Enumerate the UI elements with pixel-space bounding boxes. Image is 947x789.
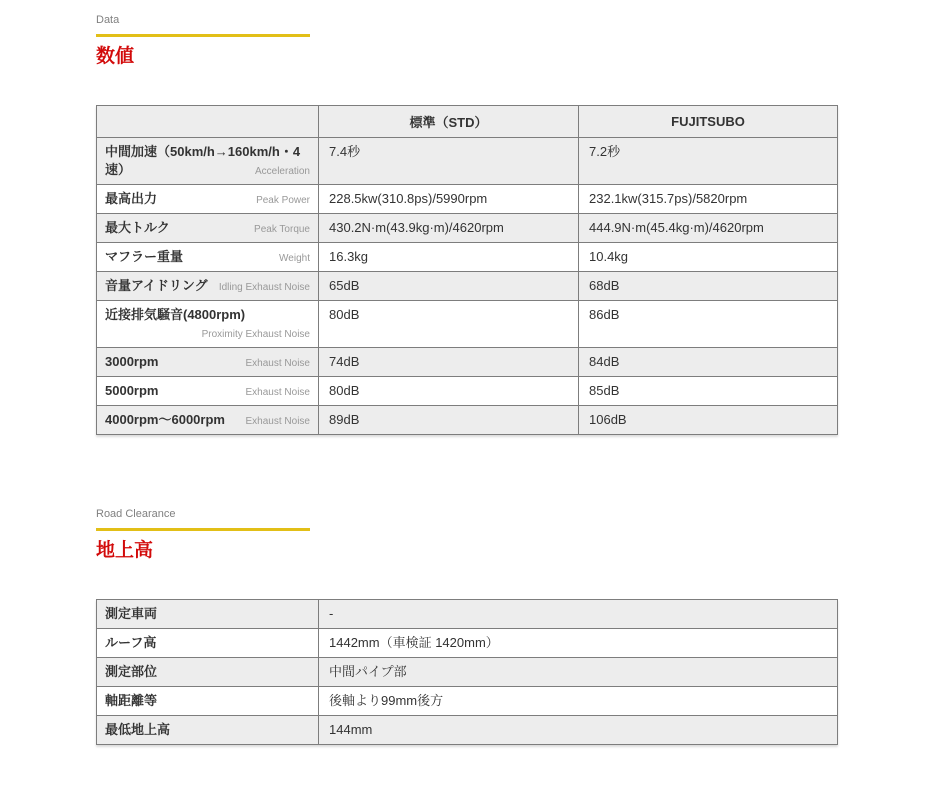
clearance-value-cell: 中間パイプ部	[319, 658, 838, 687]
spec-value-std: 65dB	[319, 272, 579, 301]
spec-label-cell	[97, 138, 319, 185]
spec-label-jp: マフラー重量	[105, 249, 184, 264]
spec-label-jp: 4000rpm〜6000rpm	[105, 412, 225, 427]
spec-value-std: 16.3kg	[319, 243, 579, 272]
table-row-acceleration	[97, 138, 838, 185]
spec-label-jp: 中間加速（50km/h→160km/h・4速）	[105, 144, 301, 177]
table-row-axle-distance	[97, 687, 838, 716]
spec-value-fujitsubo: 232.1kw(315.7ps)/5820rpm	[579, 185, 838, 214]
spec-value-std: 80dB	[319, 377, 579, 406]
spec-value-fujitsubo: 444.9N·m(45.4kg·m)/4620rpm	[579, 214, 838, 243]
spec-label-en: Acceleration	[254, 166, 310, 177]
spec-value-std: 228.5kw(310.8ps)/5990rpm	[319, 185, 579, 214]
clearance-value-cell: 後軸より99mm後方	[319, 687, 838, 716]
clearance-section-accent-line	[96, 528, 310, 531]
spec-value-fujitsubo: 84dB	[579, 348, 838, 377]
spec-header-fujitsubo: FUJITSUBO	[579, 106, 838, 138]
clearance-label-cell: 最低地上高	[97, 716, 319, 745]
spec-value-fujitsubo: 106dB	[579, 406, 838, 435]
spec-label-cell	[97, 272, 319, 301]
spec-label-jp: 3000rpm	[105, 354, 159, 369]
spec-label-cell	[97, 406, 319, 435]
spec-label-en: Exhaust Noise	[245, 416, 310, 427]
clearance-section	[96, 507, 837, 745]
clearance-label-cell: 測定車両	[97, 600, 319, 629]
spec-label-cell	[97, 243, 319, 272]
spec-value-std: 74dB	[319, 348, 579, 377]
road-clearance-table	[96, 599, 838, 745]
clearance-section-eyebrow: Road Clearance	[96, 508, 176, 520]
spec-label-en: Peak Power	[256, 195, 310, 206]
spec-value-fujitsubo: 86dB	[579, 301, 838, 348]
table-row-roof-height	[97, 629, 838, 658]
spec-value-fujitsubo: 68dB	[579, 272, 838, 301]
spec-label-cell	[97, 301, 319, 348]
spec-section	[96, 13, 837, 435]
clearance-value-cell: 144mm	[319, 716, 838, 745]
clearance-label-cell: 軸距離等	[97, 687, 319, 716]
table-row-test-vehicle	[97, 600, 838, 629]
spec-value-fujitsubo: 7.2秒	[579, 138, 838, 185]
table-row-noise-5000rpm	[97, 377, 838, 406]
clearance-value-cell: 1442mm（車検証 1420mm）	[319, 629, 838, 658]
spec-label-en: Proximity Exhaust Noise	[201, 329, 310, 340]
spec-label-jp: 音量アイドリング	[105, 278, 208, 293]
spec-label-jp: 最高出力	[105, 191, 158, 206]
spec-section-title: 数値	[96, 46, 135, 67]
table-row-noise-3000rpm	[97, 348, 838, 377]
spec-label-cell	[97, 377, 319, 406]
spec-value-std: 80dB	[319, 301, 579, 348]
spec-section-accent-line	[96, 34, 310, 37]
table-row-noise-4000-6000rpm	[97, 406, 838, 435]
spec-label-cell	[97, 185, 319, 214]
table-row-peak-power	[97, 185, 838, 214]
clearance-label-cell: 測定部位	[97, 658, 319, 687]
table-row-proximity-noise	[97, 301, 838, 348]
clearance-section-title: 地上高	[96, 540, 154, 561]
spec-label-jp: 近接排気騒音(4800rpm)	[105, 307, 246, 322]
table-row-weight	[97, 243, 838, 272]
spec-value-std: 7.4秒	[319, 138, 579, 185]
spec-table-header-row	[97, 106, 838, 138]
spec-value-std: 430.2N·m(43.9kg·m)/4620rpm	[319, 214, 579, 243]
spec-label-en: Peak Torque	[254, 224, 310, 235]
table-row-min-ground-clearance	[97, 716, 838, 745]
spec-label-jp: 5000rpm	[105, 383, 159, 398]
spec-header-std: 標準（STD）	[319, 106, 579, 138]
spec-label-en: Exhaust Noise	[245, 387, 310, 398]
spec-header-blank	[97, 106, 319, 138]
table-row-idling-noise	[97, 272, 838, 301]
spec-section-eyebrow: Data	[96, 14, 120, 26]
spec-label-cell	[97, 214, 319, 243]
spec-label-en: Exhaust Noise	[245, 358, 310, 369]
spec-label-en: Idling Exhaust Noise	[218, 282, 310, 293]
table-row-measured-part	[97, 658, 838, 687]
spec-value-fujitsubo: 10.4kg	[579, 243, 838, 272]
spec-label-cell	[97, 348, 319, 377]
spec-value-std: 89dB	[319, 406, 579, 435]
spec-label-jp: 最大トルク	[105, 220, 170, 235]
spec-comparison-table	[96, 105, 838, 435]
spec-value-fujitsubo: 85dB	[579, 377, 838, 406]
clearance-value-cell: -	[319, 600, 838, 629]
spec-label-en: Weight	[279, 253, 310, 264]
clearance-label-cell: ルーフ高	[97, 629, 319, 658]
table-row-peak-torque	[97, 214, 838, 243]
